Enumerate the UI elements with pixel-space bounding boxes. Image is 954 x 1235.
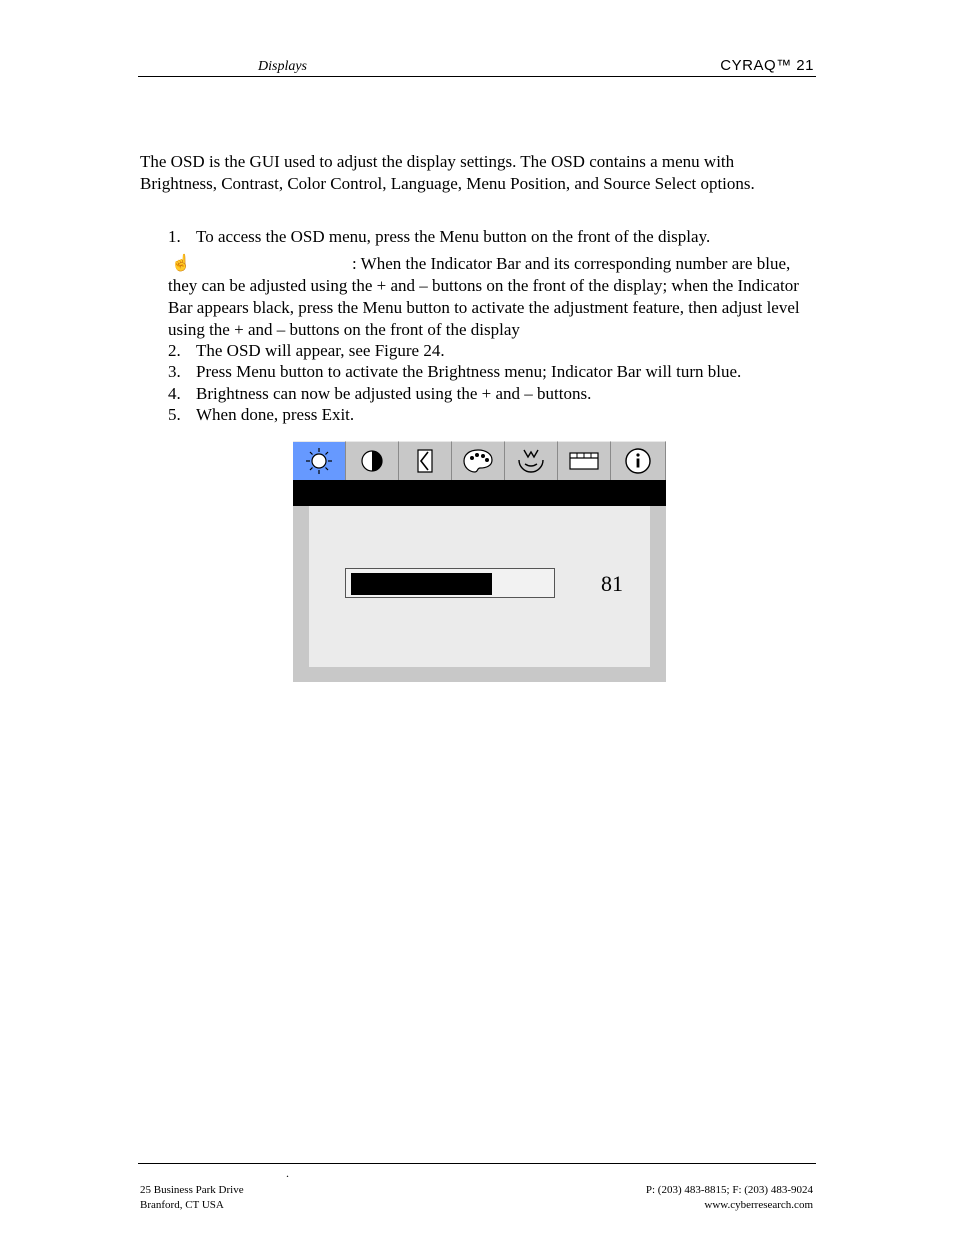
footer-mark: . xyxy=(286,1166,289,1180)
step-number: 2. xyxy=(168,341,181,360)
osd-tab-recall[interactable] xyxy=(505,441,558,480)
indicator-track xyxy=(351,573,551,595)
step-item xyxy=(168,404,354,426)
osd-content-panel xyxy=(309,506,650,667)
osd-tab-brightness[interactable] xyxy=(293,441,346,480)
footer-divider xyxy=(138,1163,816,1164)
intro-paragraph: The OSD is the GUI used to adjust the display settings. The OSD contains a menu with Brightness, Contrast, Color Control, Language, Menu Position, and Source Select options. xyxy=(140,152,755,193)
brightness-value: 81 xyxy=(601,571,623,596)
step-number: 1. xyxy=(168,227,181,246)
step-text: Press Menu button to activate the Brightness menu; Indicator Bar will turn blue. xyxy=(196,362,742,381)
language-icon xyxy=(567,446,601,476)
footer-address-line2: Branford, CT USA xyxy=(140,1199,224,1211)
contrast-icon xyxy=(355,446,389,476)
brightness-indicator-bar[interactable] xyxy=(345,568,555,598)
note-paragraph: : When the Indicator Bar and its corresponding number are blue, they can be adjusted using the + and – buttons on the front of the display; when the Indicator Bar appears black, press the Menu button to activate the adjustment feature, then adjust level using the + and – buttons on the front of the display xyxy=(168,254,800,339)
step-item xyxy=(168,361,741,383)
brightness-icon xyxy=(302,446,336,476)
osd-tab-contrast[interactable] xyxy=(346,441,399,480)
step-text: Brightness can now be adjusted using the + and – buttons. xyxy=(196,384,592,403)
header-divider xyxy=(138,76,816,77)
osd-tab-language[interactable] xyxy=(558,441,611,480)
info-icon xyxy=(621,446,655,476)
step-text: The OSD will appear, see Figure 24. xyxy=(196,341,445,360)
footer-website[interactable]: www.cyberresearch.com xyxy=(704,1199,813,1211)
step-text: When done, press Exit. xyxy=(196,405,355,424)
indicator-fill xyxy=(351,573,492,595)
step-number: 4. xyxy=(168,384,181,403)
step-text: To access the OSD menu, press the Menu button on the front of the display. xyxy=(196,227,711,246)
step-number: 5. xyxy=(168,405,181,424)
header-section-title: Displays xyxy=(258,59,307,74)
osd-tab-position[interactable] xyxy=(399,441,452,480)
color-palette-icon xyxy=(461,446,495,476)
position-icon xyxy=(408,446,442,476)
footer-contact xyxy=(646,1183,813,1213)
step-number: 3. xyxy=(168,362,181,381)
step-item xyxy=(168,383,591,405)
footer-phone: P: (203) 483-8815; F: (203) 483-9024 xyxy=(645,1184,813,1196)
recall-icon xyxy=(514,446,548,476)
header-product-name: CYRAQ™ 21 xyxy=(720,57,814,74)
osd-menu-figure xyxy=(293,441,666,682)
osd-tab-info[interactable] xyxy=(611,441,666,480)
osd-title-bar xyxy=(293,480,666,506)
footer-address-line1: 25 Business Park Drive xyxy=(140,1184,244,1196)
osd-tab-color[interactable] xyxy=(452,441,505,480)
step-item xyxy=(168,226,710,248)
osd-tab-bar xyxy=(293,441,666,480)
step-item xyxy=(168,340,445,362)
hand-pointer-icon: ☝ xyxy=(171,255,191,272)
footer-address xyxy=(140,1183,244,1213)
